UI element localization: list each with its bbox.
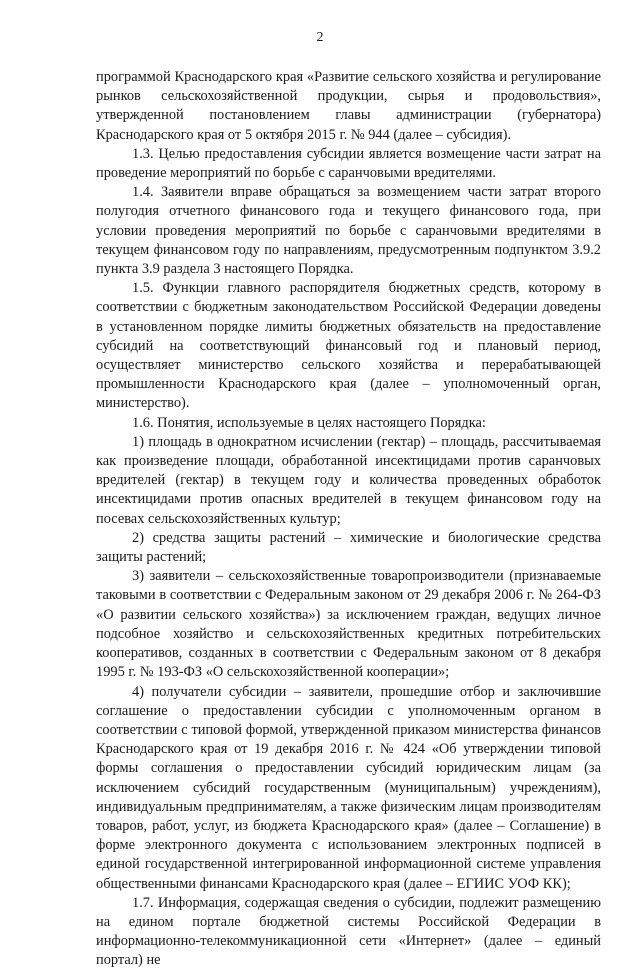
page-number: 2 [316,30,324,45]
paragraph-continuation: программой Краснодарского края «Развитие сельского хозяйства и регулирование рынков сельскохозяйственной продукции, сырья и продовольствия», утвержденной постановлением главы администрации (губернатора) Краснодарского края от 5 октября 2015 г. № 944 (далее – субсидия). [96,69,601,143]
paragraph-1-5: 1.5. Функции главного распорядителя бюджетных средств, которому в соответствии с бюджетным законодательством Российской Федерации доведены в установленном порядке лимиты бюджетных обязательств на предоставление субсидий на соответствующий финансовый год и плановый период, осуществляет министерство сельского хозяйства и перерабатывающей промышленности Краснодарского края (далее – уполномоченный орган, министерство). [96,280,601,412]
definition-item-4: 4) получатели субсидии – заявители, прошедшие отбор и заключившие соглашение о предоставлении субсидии с уполномоченным органом в соответствии с типовой формой, утвержденной приказом министерства финансов Краснодарского края от 19 декабря 2016 г. № 424 «Об утверждении типовой формы соглашения о предоставлении субсидий юридическим лицам (за исключением субсидий государственным (муниципальным) учреждениям), индивидуальным предпринимателям, а также физическим лицам производителям товаров, работ, услуг, из бюджета Краснодарского края» (далее – Соглашение) в форме электронного документа с использованием электронных подписей в единой государственной интегрированной информационной системе управления общественными финансами Краснодарского края (далее – ЕГИИС УОФ КК); [96,683,601,892]
paragraph-1-4: 1.4. Заявители вправе обращаться за возмещением части затрат второго полугодия отчетного финансового года и текущего финансового года, при условии проведения мероприятий по борьбе с саранчовыми вредителями в текущем финансовом году по направлениям, предусмотренным подпунктом 3.9.2 пункта 3.9 раздела 3 настоящего Порядка. [96,184,601,278]
paragraph-1-6: 1.6. Понятия, используемые в целях настоящего Порядка: [132,414,486,431]
definition-item-1: 1) площадь в однократном исчислении (гектар) – площадь, рассчитываемая как произведение площади, обработанной инсектицидами против саранчовых вредителей (гектар) в текущем году и количества проведенных обработок инсектицидами против опасных вредителей в текущем финансовом году на посевах сельскохозяйственных культур; [96,433,601,527]
definition-item-2: 2) средства защиты растений – химические и биологические средства защиты растений; [96,529,601,566]
definition-item-3: 3) заявители – сельскохозяйственные товаропроизводители (признаваемые таковыми в соответствии с Федеральным законом от 29 декабря 2006 г. № 264-ФЗ «О развитии сельского хозяйства») за исключением граждан, ведущих личное подсобное хозяйство и сельскохозяйственных кредитных потребительских кооперативов, созданных в соответствии с Федеральным законом от 8 декабря 1995 г. № 193-ФЗ «О сельскохозяйственной кооперации»; [96,568,601,681]
paragraph-1-3: 1.3. Целью предоставления субсидии является возмещение части затрат на проведение мероприятий по борьбе с саранчовыми вредителями. [96,145,601,182]
document-body [96,68,601,971]
paragraph-1-7: 1.7. Информация, содержащая сведения о субсидии, подлежит размещению на едином портале бюджетной системы Российской Федерации в информационно-телекоммуникационной сети «Интернет» (далее – единый портал) не [96,894,601,969]
